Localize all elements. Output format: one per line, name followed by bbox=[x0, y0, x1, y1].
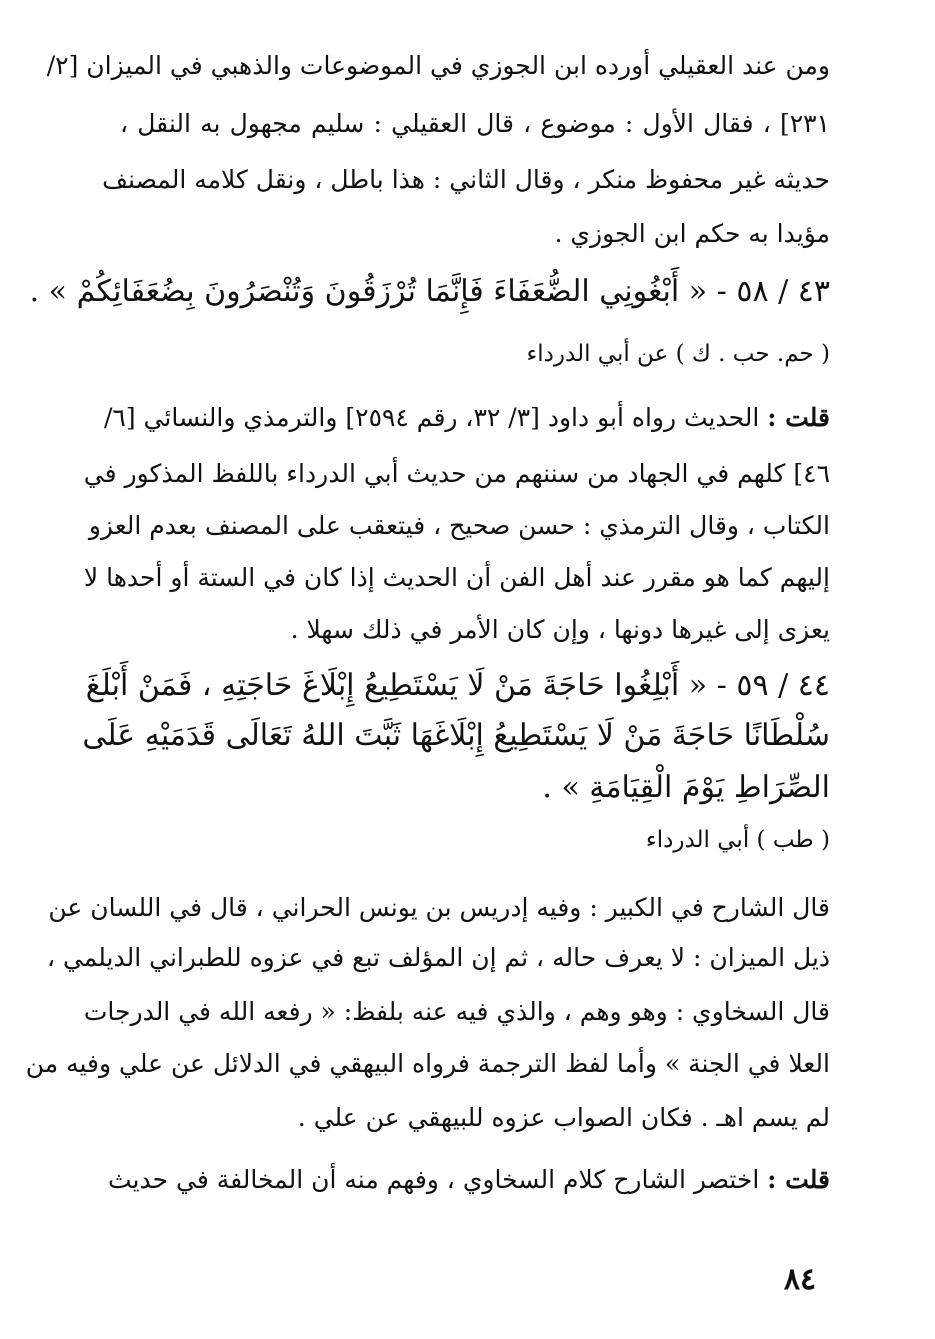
text-line-16: قال الشارح في الكبير : وفيه إدريس بن يونس الحراني ، قال في اللسان عن bbox=[48, 893, 830, 922]
text-line-10: إليهم كما هو مقرر عند أهل الفن أن الحديث إذا كان في الستة أو أحدها لا bbox=[83, 563, 830, 592]
text-line-7 bbox=[103, 398, 830, 438]
text-line-2: ٢٣١] ، فقال الأول : موضوع ، قال العقيلي : سليم مجهول به النقل ، bbox=[120, 109, 830, 138]
hadith-43-source: ( حم. حب . ك ) عن أبي الدرداء bbox=[526, 341, 830, 367]
text-line-9: الكتاب ، وقال الترمذي : حسن صحيح ، فيتعقب على المصنف بعدم العزو bbox=[88, 511, 830, 540]
text-line-17: ذيل الميزان : لا يعرف حاله ، ثم إن المؤلف تبع في عزوه للطبراني الديلمي ، bbox=[46, 943, 830, 972]
qult-keyword: قلت : bbox=[767, 1165, 830, 1194]
text-line-21 bbox=[107, 1160, 830, 1200]
hadith-44-line-1: ٤٤ / ٥٩ - « أَبْلِغُوا حَاجَةَ مَنْ لَا يَسْتَطِيعُ إِبْلَاغَ حَاجَتِهِ ، فَمَنْ أَبْلَغَ bbox=[85, 668, 830, 703]
hadith-44-line-3: الصِّرَاطِ يَوْمَ الْقِيَامَةِ » . bbox=[542, 770, 830, 805]
text-line-11: يعزى إلى غيرها دونها ، وإن كان الأمر في ذلك سهلا . bbox=[290, 615, 830, 644]
page-number: ٨٤ bbox=[783, 1262, 817, 1297]
text-line-18: قال السخاوي : وهو وهم ، والذي فيه عنه بلفظ: « رفعه الله في الدرجات bbox=[83, 997, 830, 1026]
qult-keyword: قلت : bbox=[767, 403, 830, 432]
text-line-7-body: الحديث رواه أبو داود [٣/ ٣٢، رقم ٢٥٩٤] والترمذي والنسائي [٦/ bbox=[103, 403, 760, 432]
hadith-44-line-2: سُلْطَانًا حَاجَةَ مَنْ لَا يَسْتَطِيعُ إِبْلَاغَهَا ثَبَّتَ اللهُ تَعَالَى قَدَمَيْهِ عَلَى bbox=[82, 718, 830, 753]
hadith-44-source: ( طب ) أبي الدرداء bbox=[645, 827, 830, 853]
text-line-8: ٤٦] كلهم في الجهاد من سننهم من حديث أبي الدرداء باللفظ المذكور في bbox=[83, 459, 830, 488]
text-line-1: ومن عند العقيلي أورده ابن الجوزي في الموضوعات والذهبي في الميزان [٢/ bbox=[46, 51, 830, 80]
text-line-3: حديثه غير محفوظ منكر ، وقال الثاني : هذا باطل ، ونقل كلامه المصنف bbox=[102, 165, 830, 194]
text-line-20: لم يسم اهـ . فكان الصواب عزوه للبيهقي عن علي . bbox=[297, 1103, 830, 1132]
text-line-21-body: اختصر الشارح كلام السخاوي ، وفهم منه أن المخالفة في حديث bbox=[107, 1165, 760, 1194]
text-line-19: العلا في الجنة » وأما لفظ الترجمة فرواه البيهقي في الدلائل عن علي وفيه من bbox=[25, 1049, 830, 1078]
text-line-4: مؤيدا به حكم ابن الجوزي . bbox=[554, 219, 830, 248]
hadith-43-line-1: ٤٣ / ٥٨ - « أَبْغُونِي الضُّعَفَاءَ فَإِنَّمَا تُرْزَقُونَ وَتُنْصَرُونَ بِضُعَفَائِكُمْ » . bbox=[29, 274, 830, 309]
